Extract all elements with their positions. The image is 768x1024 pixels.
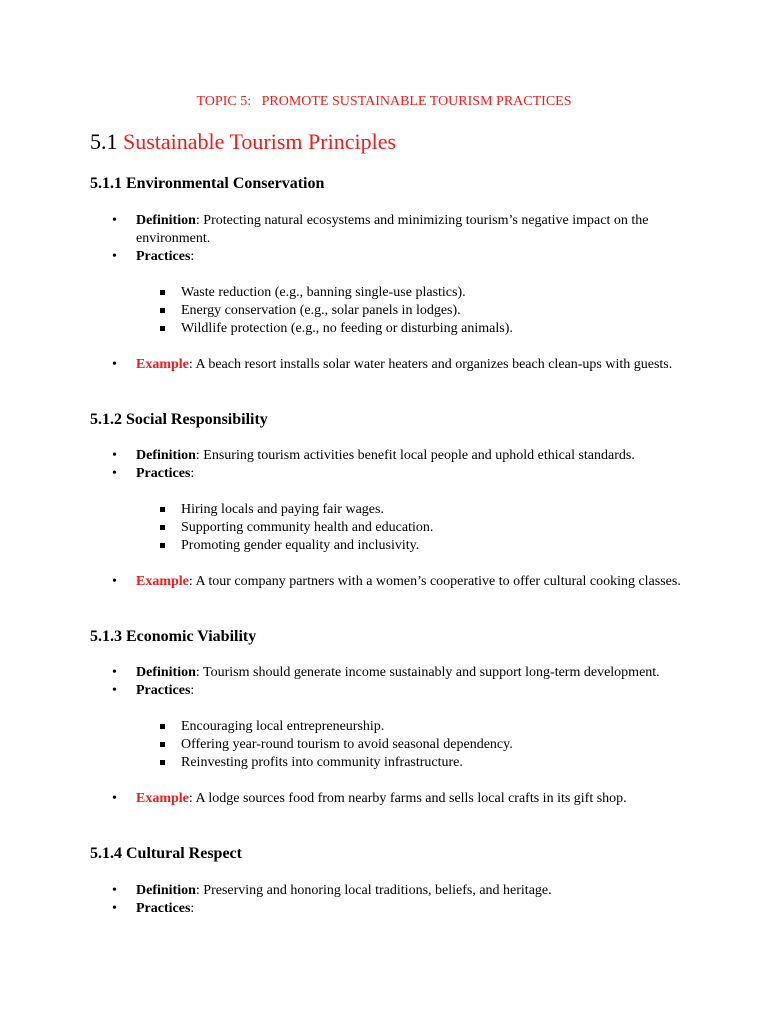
example-text: : A tour company partners with a women’s cooperative to offer cultural cooking classes. — [188, 574, 681, 589]
definition-text: : Tourism should generate income sustainably and support long-term development. — [195, 665, 660, 680]
bullet-list — [90, 212, 682, 266]
practice-item: Promoting gender equality and inclusivity. — [90, 537, 682, 555]
section-social-responsibility — [90, 410, 682, 591]
practice-item: Encouraging local entrepreneurship. — [90, 718, 682, 736]
practices-colon: : — [190, 249, 195, 264]
practices-label: Practices — [136, 466, 191, 481]
practices-label: Practices — [136, 683, 191, 698]
section-title: 5.1.3 Economic Viability — [90, 628, 257, 645]
definition-text: : Ensuring tourism activities benefit local people and uphold ethical standards. — [195, 448, 635, 463]
section-title: 5.1.4 Cultural Respect — [90, 845, 242, 862]
definition-item — [90, 212, 682, 248]
bullet-list — [90, 664, 682, 700]
practices-item — [90, 900, 682, 918]
definition-text: : Protecting natural ecosystems and minimizing tourism’s negative impact on the environment. — [136, 213, 649, 246]
section-environmental-conservation — [90, 174, 682, 374]
bullet-list — [90, 447, 682, 483]
definition-item — [90, 447, 682, 465]
example-list — [90, 790, 682, 808]
main-heading-title: Sustainable Tourism Principles — [123, 129, 397, 154]
bullet-list — [90, 882, 682, 918]
section-cultural-respect — [90, 844, 682, 918]
definition-text: : Preserving and honoring local traditions, beliefs, and heritage. — [195, 883, 552, 898]
definition-label: Definition — [136, 448, 196, 463]
example-label: Example — [136, 357, 189, 372]
practices-label: Practices — [136, 901, 191, 916]
section-title: 5.1.1 Environmental Conservation — [90, 175, 325, 192]
example-text: : A beach resort installs solar water heaters and organizes beach clean-ups with guests. — [188, 357, 673, 372]
practice-item: Waste reduction (e.g., banning single-use plastics). — [90, 284, 682, 302]
practices-colon: : — [190, 466, 195, 481]
example-item — [90, 790, 682, 808]
main-heading — [90, 128, 396, 156]
topic-title: TOPIC 5: PROMOTE SUSTAINABLE TOURISM PRACTICES — [196, 94, 572, 109]
section-economic-viability — [90, 627, 682, 808]
example-list — [90, 573, 682, 591]
section-title: 5.1.2 Social Responsibility — [90, 411, 268, 428]
definition-label: Definition — [136, 213, 196, 228]
practices-list — [90, 284, 682, 338]
practice-item: Reinvesting profits into community infrastructure. — [90, 754, 682, 772]
practices-item — [90, 465, 682, 483]
practice-item: Offering year-round tourism to avoid seasonal dependency. — [90, 736, 682, 754]
definition-item — [90, 664, 682, 682]
example-list — [90, 356, 682, 374]
practices-item — [90, 682, 682, 700]
practice-item: Supporting community health and education. — [90, 519, 682, 537]
practice-item: Wildlife protection (e.g., no feeding or disturbing animals). — [90, 320, 682, 338]
definition-label: Definition — [136, 665, 196, 680]
example-item — [90, 356, 682, 374]
practices-list — [90, 501, 682, 555]
main-heading-number: 5.1 — [90, 129, 118, 154]
practices-label: Practices — [136, 249, 191, 264]
example-label: Example — [136, 791, 189, 806]
practices-list — [90, 718, 682, 772]
example-text: : A lodge sources food from nearby farms and sells local crafts in its gift shop. — [188, 791, 627, 806]
definition-label: Definition — [136, 883, 196, 898]
example-label: Example — [136, 574, 189, 589]
definition-item — [90, 882, 682, 900]
practices-item — [90, 248, 682, 266]
practices-colon: : — [190, 901, 195, 916]
practice-item: Energy conservation (e.g., solar panels in lodges). — [90, 302, 682, 320]
practice-item: Hiring locals and paying fair wages. — [90, 501, 682, 519]
practices-colon: : — [190, 683, 195, 698]
example-item — [90, 573, 682, 591]
